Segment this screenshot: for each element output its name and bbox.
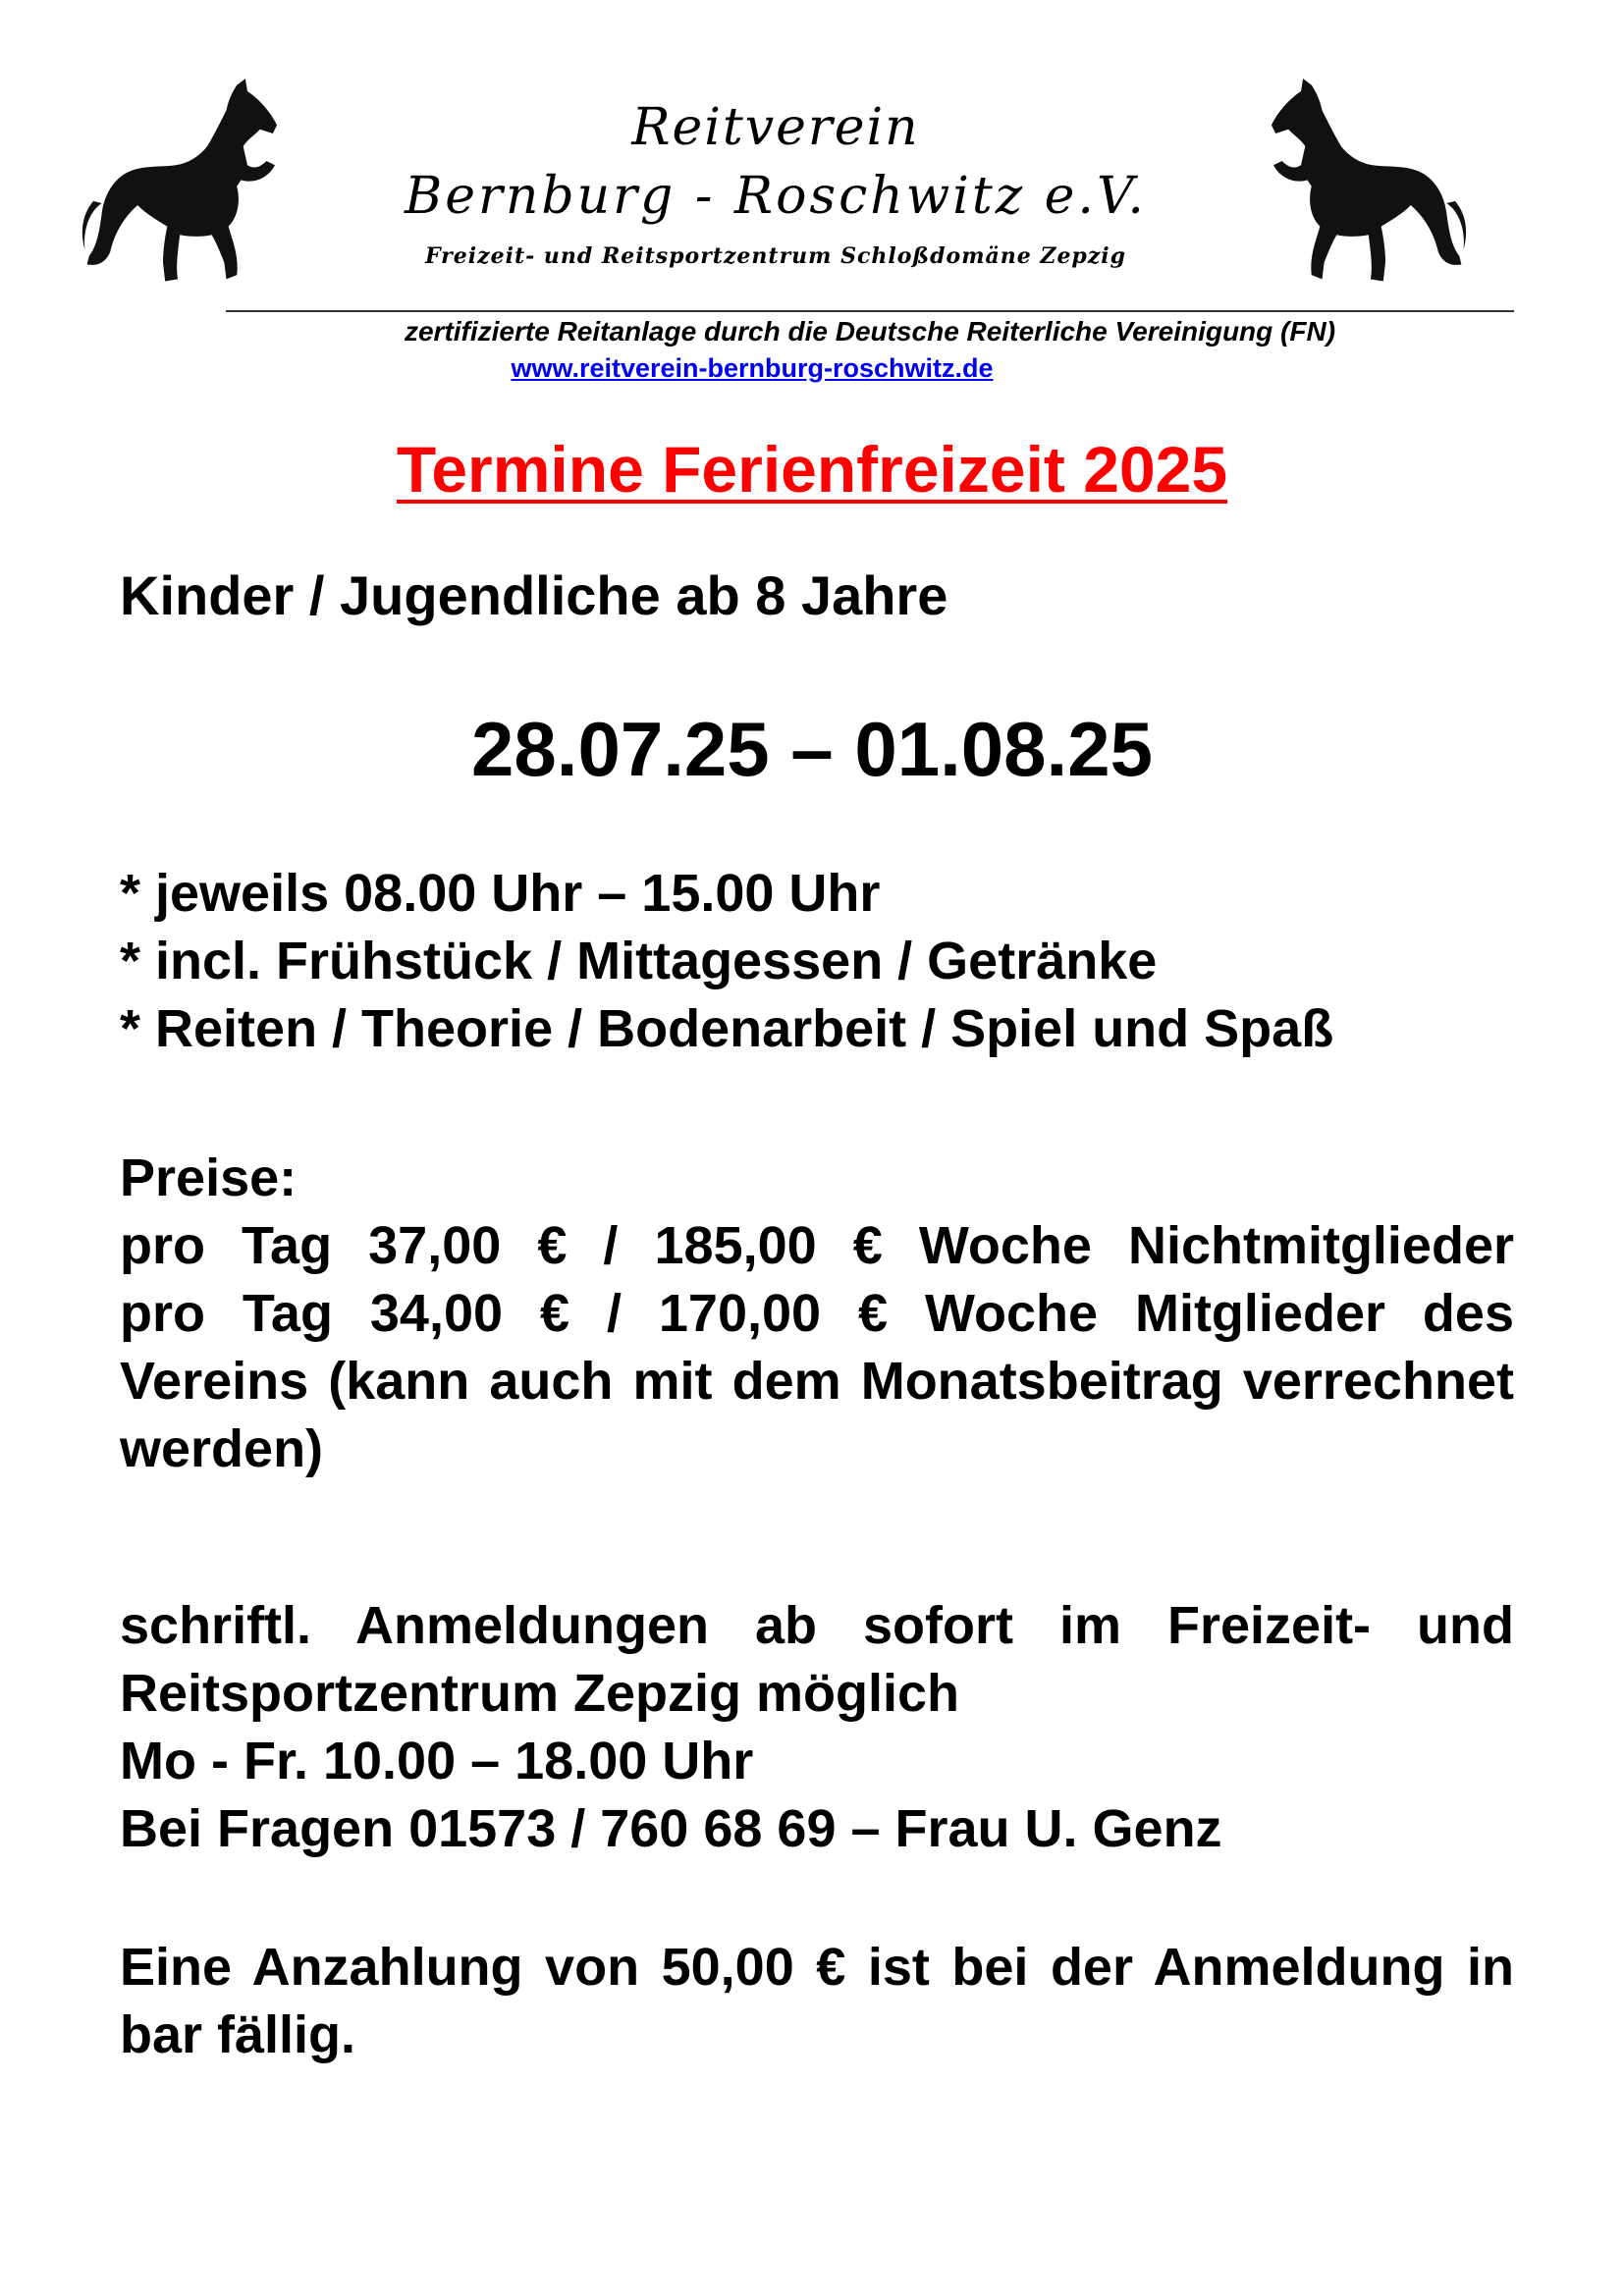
club-name-line1: Reitverein: [631, 98, 920, 157]
rearing-horse-icon: [1259, 77, 1470, 288]
website-link[interactable]: www.reitverein-bernburg-roschwitz.de: [511, 353, 994, 383]
features-list: [120, 860, 1514, 1063]
event-dates: 28.07.25 – 01.08.25: [471, 706, 1153, 792]
prices-section: [120, 1145, 1514, 1483]
registration-hours: Mo - Fr. 10.00 – 18.00 Uhr: [120, 1732, 754, 1790]
certification-text: zertifizierte Reitanlage durch die Deutsche Reiterliche Vereinigung (FN): [404, 316, 1336, 347]
feature-item-activities: * Reiten / Theorie / Bodenarbeit / Spiel und Spaß: [120, 999, 1334, 1058]
price-non-members: pro Tag 37,00 € / 185,00 € Woche Nichtmitglieder: [120, 1216, 1514, 1275]
registration-text: schriftl. Anmeldungen ab sofort im Freizeit- und Reitsportzentrum Zepzig möglich: [120, 1596, 1514, 1723]
club-subtitle: Freizeit- und Reitsportzentrum Schloßdomäne Zepzig: [424, 243, 1127, 269]
feature-item-hours: * jeweils 08.00 Uhr – 15.00 Uhr: [120, 864, 881, 923]
price-members: pro Tag 34,00 € / 170,00 € Woche Mitglieder des Vereins (kann auch mit dem Monatsbeitrag verrechnet werden): [120, 1284, 1514, 1478]
page-title: Termine Ferienfreizeit 2025: [396, 433, 1228, 506]
audience-text: Kinder / Jugendliche ab 8 Jahre: [120, 564, 948, 626]
website-link-row: [226, 353, 1514, 384]
prices-heading: Preise:: [120, 1148, 298, 1207]
registration-contact: Bei Fragen 01573 / 760 68 69 – Frau U. Genz: [120, 1799, 1222, 1858]
club-name-line2: Bernburg - Roschwitz e.V.: [405, 167, 1147, 226]
registration-section: [120, 1592, 1514, 1863]
deposit-text: Eine Anzahlung von 50,00 € ist bei der Anmeldung in bar fällig.: [120, 1938, 1514, 2064]
feature-item-meals: * incl. Frühstück / Mittagessen / Getränke: [120, 932, 1158, 990]
rearing-horse-icon: [79, 77, 290, 288]
header-divider: [226, 310, 1514, 312]
